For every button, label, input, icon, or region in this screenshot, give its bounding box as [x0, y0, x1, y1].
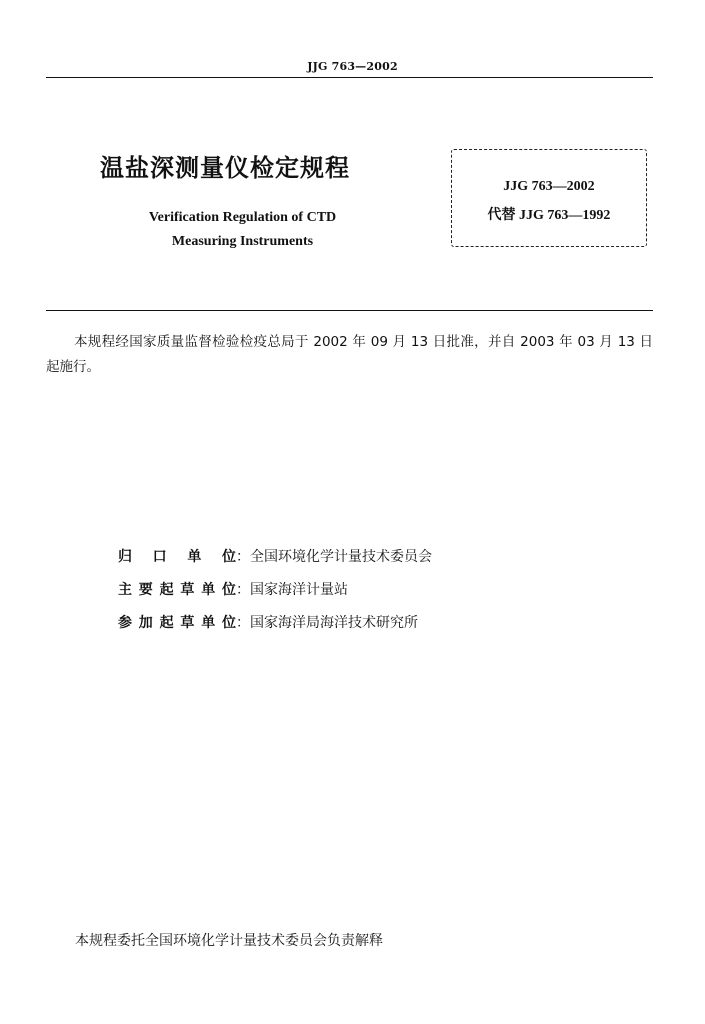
title-english-line-1: Verification Regulation of CTD: [148, 210, 337, 225]
unit-label: 归 口 单 位: [118, 549, 236, 565]
title-chinese: 温盐深测量仪检定规程: [100, 154, 350, 182]
regulation-code: JJG 763—2002: [503, 179, 595, 194]
regulation-code-box: [451, 149, 647, 247]
unit-label: 主要起草单位: [118, 582, 236, 598]
unit-row-responsible: [118, 547, 432, 580]
drafting-units: [118, 547, 432, 646]
unit-label: 参加起草单位: [118, 615, 236, 631]
replaces-code: 代替 JJG 763—1992: [487, 208, 611, 223]
unit-separator: ：: [236, 582, 250, 598]
unit-value: 全国环境化学计量技术委员会: [250, 549, 432, 565]
unit-separator: ：: [236, 549, 250, 565]
unit-row-main-drafter: [118, 580, 432, 613]
unit-value: 国家海洋局海洋技术研究所: [250, 615, 418, 631]
document-code-header: JJG 763—2002: [307, 60, 398, 73]
title-english-line-2: Measuring Instruments: [171, 234, 314, 249]
section-rule: [46, 310, 653, 311]
unit-separator: ：: [236, 615, 250, 631]
title-english: [110, 206, 375, 254]
unit-row-participating-drafter: [118, 613, 432, 646]
unit-value: 国家海洋计量站: [250, 582, 348, 598]
approval-statement: 本规程经国家质量监督检验检疫总局于 2002 年 09 月 13 日批准，并自 2003 年 03 月 13 日起施行。: [46, 334, 653, 375]
interpretation-note: 本规程委托全国环境化学计量技术委员会负责解释: [75, 933, 383, 949]
header-rule: [46, 77, 653, 78]
